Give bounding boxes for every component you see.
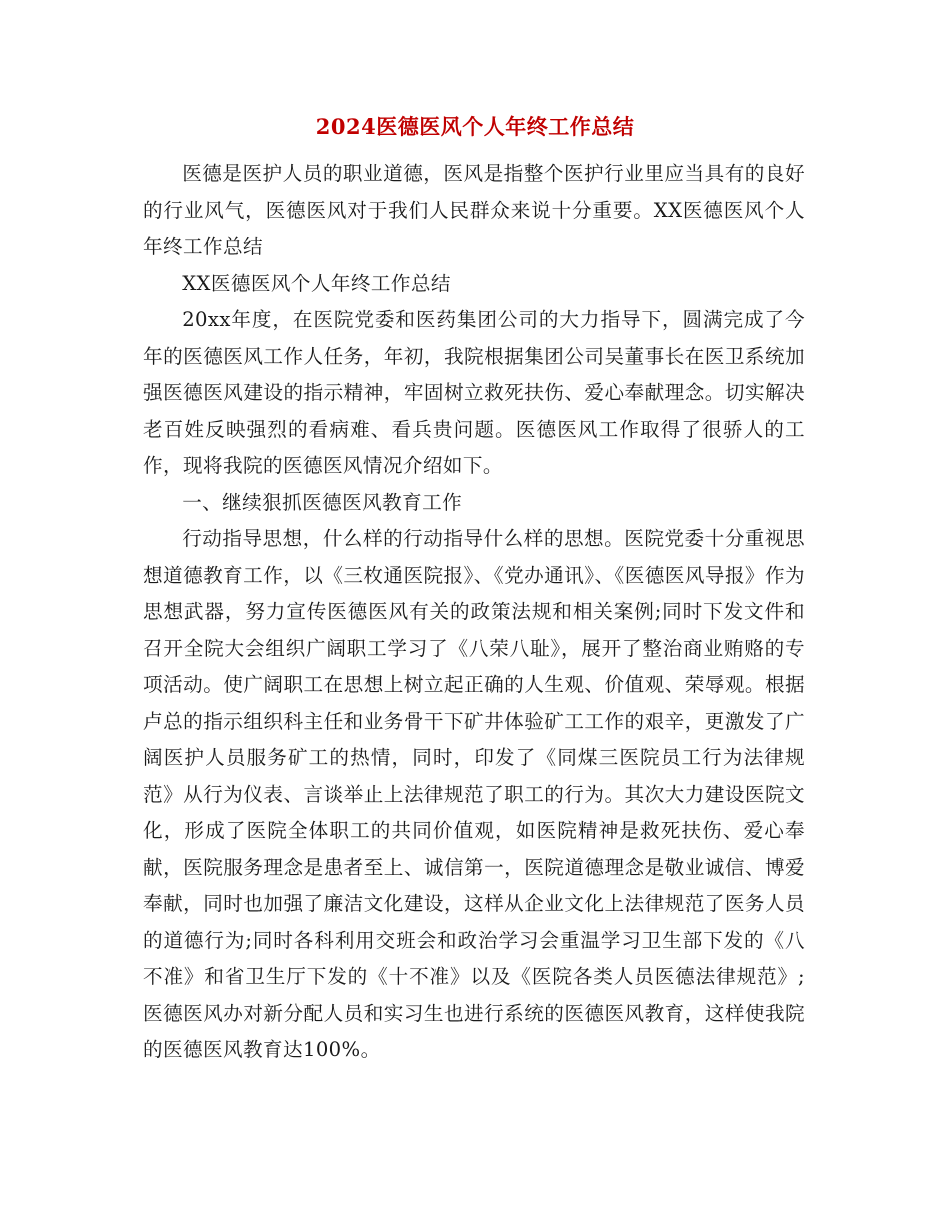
- document-title: 2024医德医风个人年终工作总结: [315, 114, 635, 139]
- section-heading-1: 一、继续狠抓医德医风教育工作: [182, 490, 463, 514]
- paragraph-section-1: 行动指导思想，什么样的行动指导什么样的思想。医院党委十分重视思想道德教育工作，以《三枚通医院报》、《党办通讯》、《医德医风导报》作为思想武器，努力宣传医德医风有关的政策法规和相关案例;同时下发文件和召开全院大会组织广阔职工学习了《八荣八耻》，展开了整治商业贿赂的专项活动。使广阔职工在思想上树立起正确的人生观、价值观、荣辱观。根据卢总的指示组织科主任和业务骨干下矿井体验矿工工作的艰辛，更激发了广阔医护人员服务矿工的热情，同时，印发了《同煤三医院员工行为法律规范》从行为仪表、言谈举止上法律规范了职工的行为。其次大力建设医院文化，形成了医院全体职工的共同价值观，如医院精神是救死扶伤、爱心奉献，医院服务理念是患者至上、诚信第一，医院道德理念是敬业诚信、博爱奉献，同时也加强了廉洁文化建设，这样从企业文化上法律规范了医务人员的道德行为;同时各科利用交班会和政治学习会重温学习卫生部下发的《八不准》和省卫生厅下发的《十不准》以及《医院各类人员医德法律规范》;医德医风办对新分配人员和实习生也进行系统的医德医风教育，这样使我院的医德医风教育达100%。: [143, 527, 805, 1061]
- paragraph-subtitle: XX医德医风个人年终工作总结: [182, 271, 451, 295]
- paragraph-intro: 医德是医护人员的职业道德，医风是指整个医护行业里应当具有的良好的行业风气，医德医风对于我们人民群众来说十分重要。XX医德医风个人年终工作总结: [143, 162, 805, 258]
- paragraph-overview: 20xx年度，在医院党委和医药集团公司的大力指导下，圆满完成了今年的医德医风工作人任务，年初，我院根据集团公司吴董事长在医卫系统加强医德医风建设的指示精神，牢固树立救死扶伤、爱心奉献理念。切实解决老百姓反映强烈的看病难、看兵贵问题。医德医风工作取得了很骄人的工作，现将我院的医德医风情况介绍如下。: [143, 308, 805, 477]
- document-body: [143, 156, 805, 1069]
